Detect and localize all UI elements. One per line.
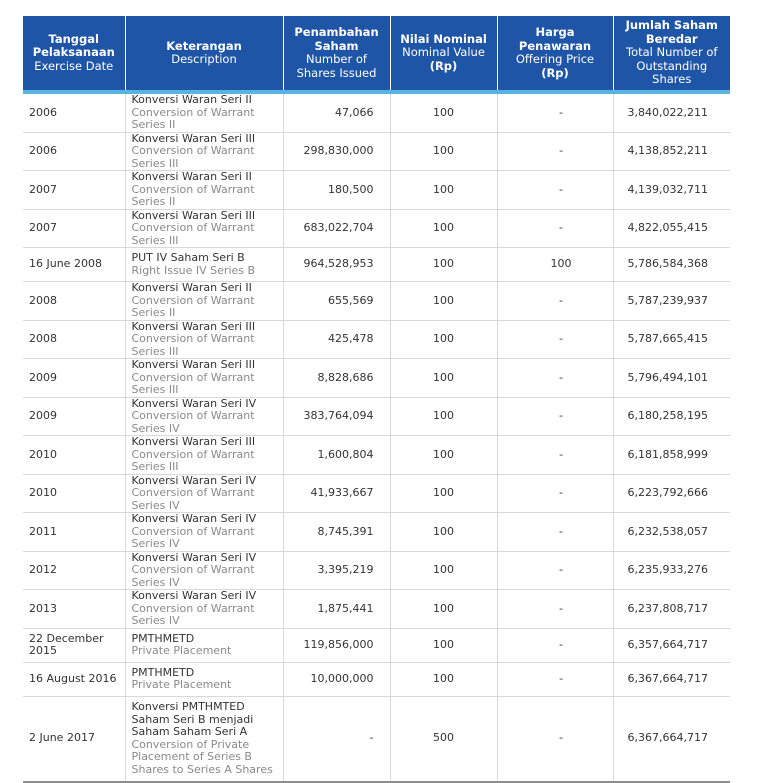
cell-offering-price: - [497, 474, 613, 513]
cell-description [125, 474, 283, 513]
cell-exercise-date: 2008 [23, 320, 125, 359]
table-row [23, 513, 730, 552]
cell-nominal-value: 100 [390, 248, 497, 282]
cell-exercise-date: 2006 [23, 132, 125, 171]
cell-outstanding-shares: 5,787,665,415 [613, 320, 730, 359]
cell-nominal-value: 100 [390, 628, 497, 662]
cell-outstanding-shares: 3,840,022,211 [613, 94, 730, 132]
cell-description [125, 209, 283, 248]
cell-exercise-date: 2007 [23, 209, 125, 248]
cell-description [125, 171, 283, 210]
cell-nominal-value: 100 [390, 513, 497, 552]
table-row [23, 590, 730, 629]
cell-description [125, 397, 283, 436]
cell-nominal-value: 100 [390, 436, 497, 475]
cell-exercise-date: 2012 [23, 551, 125, 590]
table-row [23, 474, 730, 513]
description-indonesian: Konversi Waran Seri II [131, 170, 252, 183]
cell-nominal-value: 100 [390, 397, 497, 436]
cell-outstanding-shares: 6,181,858,999 [613, 436, 730, 475]
description-english: Conversion of Warrant Series II [131, 293, 255, 319]
table-header [23, 16, 730, 94]
table-row [23, 628, 730, 662]
description-indonesian: PMTHMETD [131, 631, 195, 645]
cell-shares-issued: 683,022,704 [283, 209, 390, 248]
cell-shares-issued: 3,395,219 [283, 551, 390, 590]
cell-exercise-date: 16 August 2016 [23, 662, 125, 696]
description-english: Conversion of Warrant Series III [131, 221, 255, 247]
cell-description [125, 662, 283, 696]
cell-shares-issued: 10,000,000 [283, 662, 390, 696]
table-row [23, 132, 730, 171]
cell-shares-issued: 1,875,441 [283, 590, 390, 629]
description-english: Conversion of Private Placement of Series B Shares to Series A Shares [131, 737, 273, 776]
description-english: Private Placement [131, 644, 232, 657]
cell-outstanding-shares: 5,786,584,368 [613, 248, 730, 282]
cell-description [125, 248, 283, 282]
header-outstanding-shares: Jumlah Saham Beredar Total Number of Outstanding Shares [613, 16, 730, 90]
description-english: Conversion of Warrant Series III [131, 370, 255, 396]
cell-shares-issued: 655,569 [283, 282, 390, 321]
cell-shares-issued: 1,600,804 [283, 436, 390, 475]
description-english: Conversion of Warrant Series III [131, 332, 255, 358]
header-description: Keterangan Description [125, 16, 283, 90]
cell-offering-price: - [497, 696, 613, 782]
cell-outstanding-shares: 6,357,664,717 [613, 628, 730, 662]
description-english: Conversion of Warrant Series IV [131, 409, 255, 435]
table-row [23, 209, 730, 248]
cell-offering-price: - [497, 513, 613, 552]
cell-shares-issued: 119,856,000 [283, 628, 390, 662]
cell-exercise-date: 16 June 2008 [23, 248, 125, 282]
cell-exercise-date: 2007 [23, 171, 125, 210]
cell-outstanding-shares: 6,367,664,717 [613, 662, 730, 696]
description-indonesian: Konversi Waran Seri II [131, 281, 252, 294]
cell-outstanding-shares: 6,237,808,717 [613, 590, 730, 629]
cell-offering-price: - [497, 320, 613, 359]
cell-exercise-date: 2011 [23, 513, 125, 552]
description-indonesian: Konversi Waran Seri IV [131, 512, 257, 525]
cell-offering-price: - [497, 359, 613, 398]
table-body [23, 94, 730, 782]
description-english: Conversion of Warrant Series IV [131, 563, 255, 589]
cell-outstanding-shares: 6,235,933,276 [613, 551, 730, 590]
cell-exercise-date: 2009 [23, 397, 125, 436]
cell-shares-issued: 964,528,953 [283, 248, 390, 282]
cell-description [125, 590, 283, 629]
header-nominal-value: Nilai Nominal Nominal Value (Rp) [390, 16, 497, 90]
cell-outstanding-shares: 5,796,494,101 [613, 359, 730, 398]
cell-nominal-value: 500 [390, 696, 497, 782]
cell-description [125, 359, 283, 398]
cell-exercise-date: 2010 [23, 474, 125, 513]
cell-nominal-value: 100 [390, 282, 497, 321]
description-english: Conversion of Warrant Series III [131, 144, 255, 170]
cell-nominal-value: 100 [390, 474, 497, 513]
description-indonesian: Konversi Waran Seri IV [131, 589, 257, 602]
cell-shares-issued: 383,764,094 [283, 397, 390, 436]
description-indonesian: Konversi Waran Seri IV [131, 396, 257, 410]
description-english: Conversion of Warrant Series IV [131, 524, 255, 550]
description-english: Conversion of Warrant Series IV [131, 601, 255, 627]
share-history-table [23, 16, 730, 783]
description-indonesian: Konversi Waran Seri III [131, 208, 256, 222]
cell-shares-issued: 425,478 [283, 320, 390, 359]
cell-nominal-value: 100 [390, 551, 497, 590]
table-row [23, 320, 730, 359]
cell-outstanding-shares: 6,367,664,717 [613, 696, 730, 782]
cell-offering-price: - [497, 132, 613, 171]
table-row [23, 696, 730, 782]
cell-nominal-value: 100 [390, 132, 497, 171]
table-row [23, 282, 730, 321]
cell-exercise-date: 2006 [23, 94, 125, 132]
description-english: Conversion of Warrant Series II [131, 182, 255, 208]
cell-nominal-value: 100 [390, 320, 497, 359]
description-english: Conversion of Warrant Series II [131, 105, 255, 131]
cell-exercise-date: 22 December 2015 [23, 628, 125, 662]
description-indonesian: Konversi PMTHMTED Saham Seri B menjadi Saham Saham Seri A [131, 700, 254, 738]
cell-exercise-date: 2010 [23, 436, 125, 475]
cell-nominal-value: 100 [390, 359, 497, 398]
cell-offering-price: 100 [497, 248, 613, 282]
cell-outstanding-shares: 6,223,792,666 [613, 474, 730, 513]
table-row [23, 94, 730, 132]
cell-offering-price: - [497, 171, 613, 210]
cell-offering-price: - [497, 590, 613, 629]
cell-exercise-date: 2013 [23, 590, 125, 629]
table-row [23, 248, 730, 282]
cell-outstanding-shares: 5,787,239,937 [613, 282, 730, 321]
description-indonesian: PMTHMETD [131, 665, 195, 679]
cell-offering-price: - [497, 397, 613, 436]
table-row [23, 436, 730, 475]
cell-offering-price: - [497, 628, 613, 662]
cell-shares-issued: 8,828,686 [283, 359, 390, 398]
description-english: Private Placement [131, 678, 232, 691]
cell-shares-issued: - [283, 696, 390, 782]
cell-offering-price: - [497, 209, 613, 248]
share-history-table-container [23, 16, 730, 783]
cell-description [125, 436, 283, 475]
cell-description [125, 320, 283, 359]
header-offering-price: Harga Penawaran Offering Price (Rp) [497, 16, 613, 90]
cell-description [125, 94, 283, 132]
cell-description [125, 132, 283, 171]
cell-nominal-value: 100 [390, 209, 497, 248]
cell-exercise-date: 2 June 2017 [23, 696, 125, 782]
cell-description [125, 551, 283, 590]
description-indonesian: Konversi Waran Seri IV [131, 550, 257, 564]
description-english: Right Issue IV Series B [131, 263, 256, 277]
cell-nominal-value: 100 [390, 590, 497, 629]
cell-description [125, 282, 283, 321]
cell-shares-issued: 41,933,667 [283, 474, 390, 513]
cell-shares-issued: 298,830,000 [283, 132, 390, 171]
cell-outstanding-shares: 4,822,055,415 [613, 209, 730, 248]
description-indonesian: Konversi Waran Seri III [131, 131, 256, 145]
cell-nominal-value: 100 [390, 94, 497, 132]
description-indonesian: Konversi Waran Seri IV [131, 473, 257, 487]
table-row [23, 397, 730, 436]
cell-nominal-value: 100 [390, 171, 497, 210]
cell-description [125, 628, 283, 662]
cell-offering-price: - [497, 436, 613, 475]
description-indonesian: Konversi Waran Seri III [131, 358, 256, 371]
cell-offering-price: - [497, 551, 613, 590]
cell-offering-price: - [497, 94, 613, 132]
cell-offering-price: - [497, 282, 613, 321]
cell-shares-issued: 47,066 [283, 94, 390, 132]
cell-outstanding-shares: 4,138,852,211 [613, 132, 730, 171]
description-english: Conversion of Warrant Series III [131, 447, 255, 473]
cell-outstanding-shares: 6,232,538,057 [613, 513, 730, 552]
description-indonesian: Konversi Waran Seri III [131, 319, 256, 333]
description-indonesian: PUT IV Saham Seri B [131, 251, 245, 264]
table-row [23, 359, 730, 398]
cell-nominal-value: 100 [390, 662, 497, 696]
cell-description [125, 696, 283, 782]
cell-exercise-date: 2009 [23, 359, 125, 398]
table-row [23, 551, 730, 590]
cell-description [125, 513, 283, 552]
table-row [23, 171, 730, 210]
cell-shares-issued: 180,500 [283, 171, 390, 210]
header-exercise-date: Tanggal Pelaksanaan Exercise Date [23, 16, 125, 90]
description-english: Conversion of Warrant Series IV [131, 486, 255, 512]
table-row [23, 662, 730, 696]
cell-outstanding-shares: 4,139,032,711 [613, 171, 730, 210]
description-indonesian: Konversi Waran Seri II [131, 93, 252, 106]
description-indonesian: Konversi Waran Seri III [131, 435, 256, 448]
cell-outstanding-shares: 6,180,258,195 [613, 397, 730, 436]
header-shares-issued: Penambahan Saham Number of Shares Issued [283, 16, 390, 90]
cell-offering-price: - [497, 662, 613, 696]
cell-exercise-date: 2008 [23, 282, 125, 321]
cell-shares-issued: 8,745,391 [283, 513, 390, 552]
